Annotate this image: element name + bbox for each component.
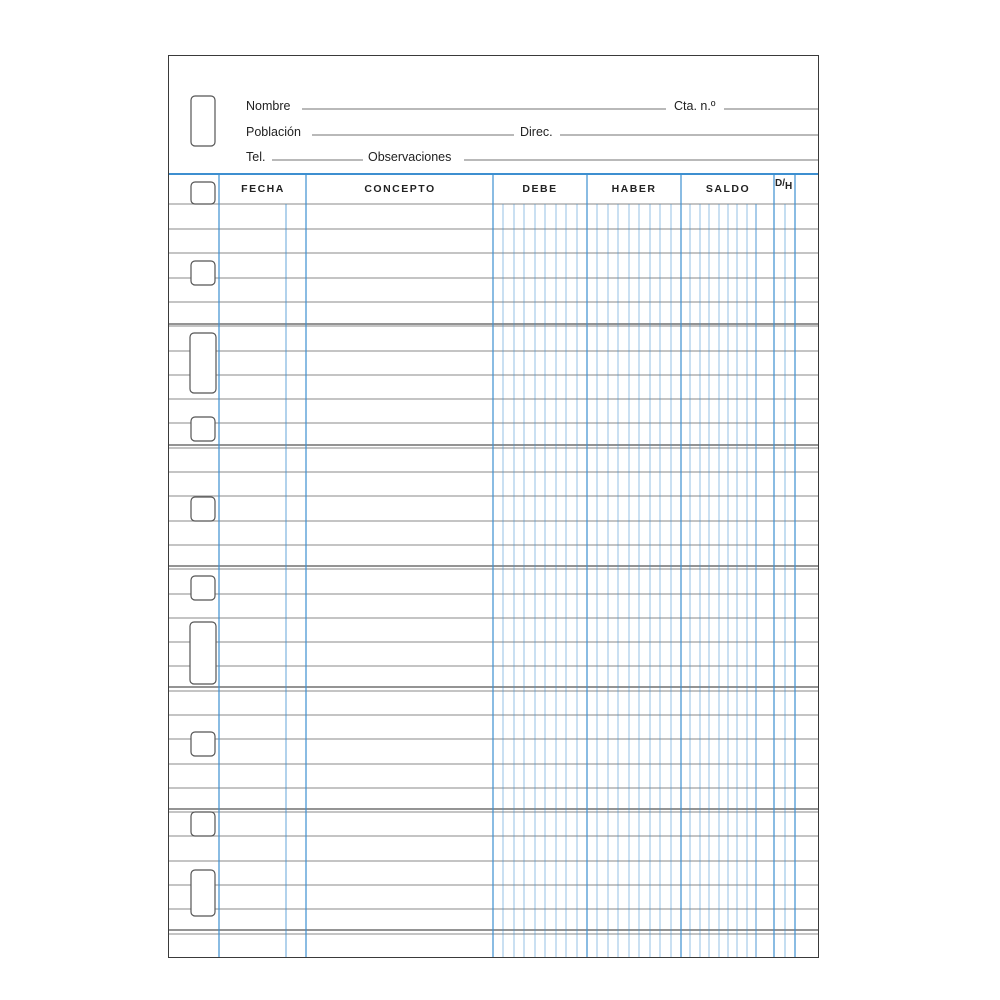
punch-hole [191,261,215,285]
poblacion-label: Población [246,125,301,139]
punch-hole [191,182,215,204]
punch-hole [191,497,215,521]
punch-hole [190,622,216,684]
tel-label: Tel. [246,150,266,164]
punch-hole [191,812,215,836]
fecha-column-header: FECHA [241,183,285,195]
cta-label: Cta. n.º [674,99,716,113]
haber-column-header: HABER [611,183,657,195]
punch-hole [191,417,215,441]
punch-hole [191,96,215,146]
direc-label: Direc. [520,125,553,139]
concepto-column-header: CONCEPTO [364,183,436,195]
saldo-column-header: SALDO [705,183,751,195]
punch-hole [191,576,215,600]
ledger-sheet [168,55,819,958]
dh-column-header: D/H [775,178,793,192]
debe-column-header: DEBE [522,183,558,195]
nombre-label: Nombre [246,99,291,113]
punch-hole [191,870,215,916]
observaciones-label: Observaciones [368,150,452,164]
punch-hole [191,732,215,756]
punch-hole [190,333,216,393]
